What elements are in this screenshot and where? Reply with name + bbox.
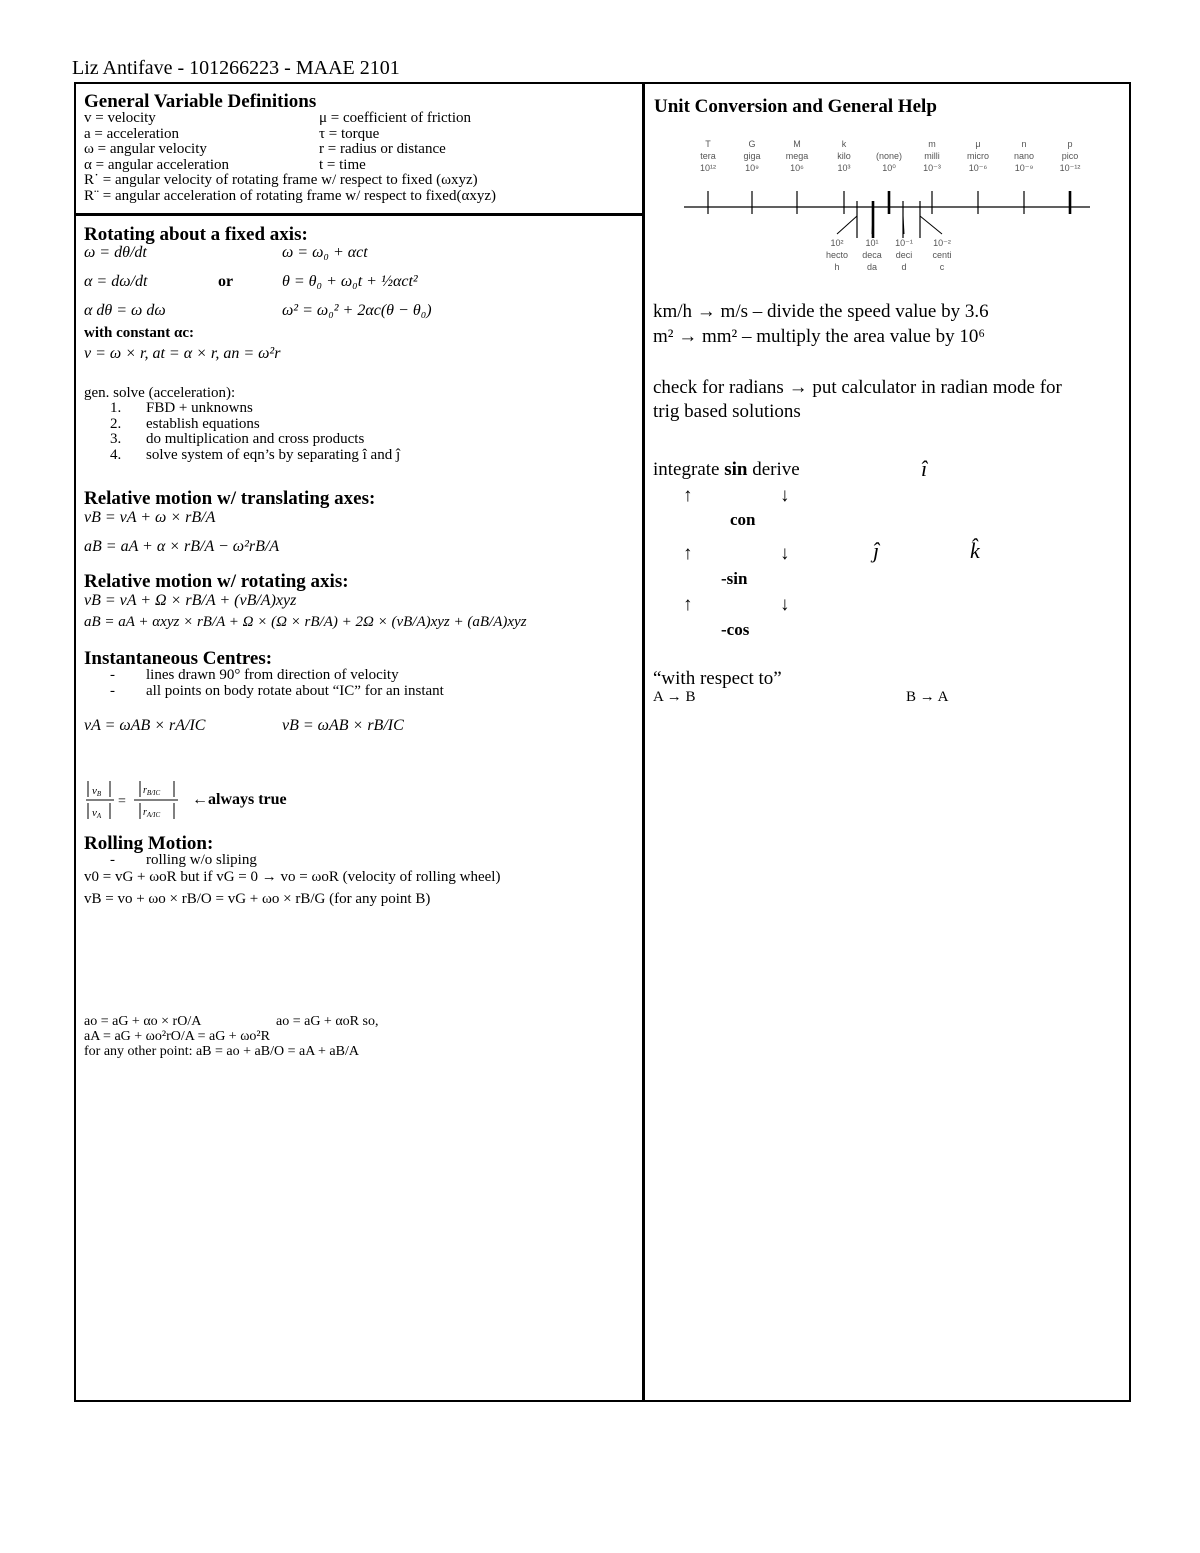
list-number: 2.	[110, 415, 122, 432]
list-item: - all points on body rotate about “IC” for an instant	[110, 682, 444, 699]
steps-list	[110, 401, 400, 463]
prefix-exponent: 10⁰	[882, 163, 896, 173]
eq-rolling-ao1: ao = aG + αo × rO/A	[84, 1014, 202, 1029]
arrow-up: ↑	[683, 594, 693, 615]
conversion-kmh: km/h → m/s – divide the speed value by 3.6	[653, 301, 989, 322]
prefix-name: deci	[895, 250, 913, 260]
definitions-divider	[74, 213, 644, 216]
list-item	[110, 432, 400, 448]
arrow-down: ↓	[780, 543, 790, 564]
def-item: ω = angular velocity	[84, 141, 207, 157]
list-text: rolling w/o sliping	[146, 852, 257, 868]
def-item: μ = coefficient of friction	[319, 110, 471, 126]
radians-line: check for radians → put calculator in radian mode for	[653, 377, 1062, 398]
eq-rolling-v0: v0 = vG + ωoR but if vG = 0 → vo = ωoR (velocity of rolling wheel)	[84, 869, 501, 885]
rolling-title: Rolling Motion:	[84, 833, 214, 854]
list-text: do multiplication and cross products	[146, 431, 365, 447]
unit-vector-i: î	[921, 456, 928, 481]
prefix-symbol: m	[928, 139, 936, 149]
sin-word: sin	[724, 459, 748, 480]
prefix-exponent: 10⁻³	[923, 163, 941, 173]
column-divider	[642, 82, 645, 1402]
rel-trans-title: Relative motion w/ translating axes:	[84, 488, 376, 509]
prefix-name: pico	[1061, 151, 1079, 161]
ic-bullets	[110, 668, 444, 699]
eq-ic-va: vA = ωAB × rA/IC	[84, 717, 206, 734]
prefix-exponent: 10³	[837, 163, 851, 173]
definitions-col1	[84, 111, 229, 173]
prefix-exponent: 10⁻²	[933, 238, 951, 248]
prefix-exponent: 10⁻⁹	[1014, 163, 1034, 173]
rel-rot-title: Relative motion w/ rotating axis:	[84, 571, 349, 592]
gen-solve-label: gen. solve (acceleration):	[84, 385, 236, 401]
eq-theta-const: θ = θ₀ + ω₀t + ½αct²	[282, 273, 418, 290]
eq-rolling-ao2: ao = aG + αoR so,	[276, 1014, 379, 1029]
list-text: lines drawn 90° from direction of velocity	[146, 667, 399, 683]
eq-rolling-vb: vB = vo + ωo × rB/O = vG + ωo × rB/G (for any point B)	[84, 891, 431, 907]
def-item: v = velocity	[84, 110, 156, 126]
eq-omega-def: ω = dθ/dt	[84, 244, 147, 261]
list-number: 3.	[110, 431, 122, 447]
prefix-symbol: c	[939, 262, 945, 272]
arrow-up: ↑	[683, 543, 693, 564]
rolling-bullets	[110, 853, 257, 869]
prefix-scale-diagram	[680, 138, 1100, 278]
list-item	[110, 448, 400, 464]
derive-word: derive	[752, 459, 800, 480]
list-text: all points on body rotate about “IC” for an instant	[146, 682, 444, 699]
radians-note	[653, 376, 1062, 424]
prefix-exponent: 10²	[830, 238, 844, 248]
eq-rolling-aa: aA = aG + ωo²rO/A = aG + ωo²R	[84, 1029, 270, 1044]
definitions-long	[84, 173, 496, 204]
prefix-name: deca	[862, 250, 882, 260]
svg-text:rB/IC: $r_{B/IC}$	[143, 785, 161, 797]
prefix-symbol: d	[901, 262, 907, 272]
eq-rolling-other: for any other point: aB = ao + aB/O = aA + aB/A	[84, 1044, 359, 1059]
page-header: Liz Antifave - 101266223 - MAAE 2101	[72, 57, 400, 79]
unit-vector-j: ĵ	[873, 538, 880, 563]
definitions-title: General Variable Definitions	[84, 91, 317, 112]
eq-vector-relations: v = ω × r, at = α × r, an = ω²r	[84, 345, 281, 362]
def-item: a = acceleration	[84, 125, 180, 142]
eq-rel-trans-v: vB = vA + ω × rB/A	[84, 509, 216, 526]
prefix-name: mega	[785, 151, 809, 161]
prefix-name: centi	[932, 250, 952, 260]
always-true-note: ←always true	[192, 791, 287, 808]
arrow-down: ↓	[780, 485, 790, 506]
or-label: or	[218, 273, 234, 290]
def-item: t = time	[319, 156, 366, 173]
prefix-symbol: μ	[975, 139, 981, 149]
cycle-con: con	[730, 510, 756, 529]
leader-line	[920, 216, 942, 234]
prefix-name: tera	[700, 151, 716, 161]
prefix-name: (none)	[875, 151, 903, 161]
svg-text:vA: vA	[92, 807, 102, 820]
with-respect-to: “with respect to”	[653, 668, 782, 689]
prefix-symbol: n	[1021, 139, 1027, 149]
unit-vector-k: k̂	[970, 538, 980, 563]
prefix-symbol: M	[793, 139, 801, 149]
radians-line: trig based solutions	[653, 401, 801, 422]
cycle-neg-cos: -cos	[721, 620, 750, 639]
eq-omega-const: ω = ω₀ + αct	[282, 244, 368, 261]
list-text: establish equations	[146, 415, 260, 432]
prefix-exponent: 10⁻¹	[895, 238, 913, 248]
leader-line	[837, 216, 857, 234]
prefix-name: giga	[743, 151, 761, 161]
list-item	[110, 401, 400, 417]
def-item: R˙ = angular velocity of rotating frame w/ respect to fixed (ωxyz)	[84, 172, 478, 188]
svg-text:=: =	[118, 794, 126, 809]
svg-text:vB: vB	[92, 785, 102, 798]
eq-alpha-dtheta: α dθ = ω dω	[84, 302, 166, 319]
list-number: 4.	[110, 446, 122, 463]
prefix-exponent: 10¹	[865, 238, 879, 248]
eq-ic-vb: vB = ωAB × rB/IC	[282, 717, 404, 734]
eq-rel-rot-v: vB = vA + Ω × rB/A + (vB/A)xyz	[84, 592, 297, 609]
arrow-up: ↑	[683, 485, 693, 506]
prefix-exponent: 10⁻¹²	[1059, 163, 1081, 173]
unit-help-title: Unit Conversion and General Help	[654, 96, 937, 117]
prefix-name: kilo	[837, 151, 851, 161]
ic-title: Instantaneous Centres:	[84, 648, 273, 669]
list-text: FBD + unknowns	[146, 400, 253, 416]
def-item: α = angular acceleration	[84, 156, 229, 173]
list-text: solve system of eqn’s by separating î and ĵ	[146, 446, 401, 463]
def-item: τ = torque	[319, 125, 380, 142]
with-constant-label: with constant αc:	[84, 325, 195, 341]
ic-ratio-equation	[84, 778, 194, 829]
prefix-exponent: 10⁶	[790, 163, 804, 173]
prefix-symbol: p	[1067, 139, 1073, 149]
prefix-name: milli	[924, 151, 940, 161]
eq-rel-trans-a: aB = aA + α × rB/A − ω²rB/A	[84, 538, 280, 555]
def-item: R¨ = angular acceleration of rotating frame w/ respect to fixed(αxyz)	[84, 187, 496, 204]
wrt-b-to-a: B → A	[906, 689, 949, 705]
prefix-symbol: h	[834, 262, 840, 272]
def-item: r = radius or distance	[319, 141, 446, 157]
list-number: 1.	[110, 400, 122, 416]
integrate-word: integrate	[653, 459, 720, 480]
integrate-label	[653, 459, 800, 481]
prefix-scale-svg	[680, 138, 1100, 278]
prefix-name: nano	[1013, 151, 1035, 161]
prefix-symbol: da	[866, 262, 878, 272]
prefix-exponent: 10⁻⁶	[968, 163, 988, 173]
list-item: - rolling w/o sliping	[110, 852, 257, 868]
eq-alpha-def: α = dω/dt	[84, 273, 148, 290]
eq-rel-rot-a: aB = aA + αxyz × rB/A + Ω × (Ω × rB/A) + 2Ω × (vB/A)xyz + (aB/A)xyz	[84, 614, 527, 630]
prefix-name: micro	[967, 151, 989, 161]
definitions-col2	[319, 111, 471, 173]
prefix-symbol: G	[748, 139, 756, 149]
list-item: - lines drawn 90° from direction of velocity	[110, 667, 399, 683]
prefix-exponent: 10⁹	[745, 163, 759, 173]
rotating-title: Rotating about a fixed axis:	[84, 224, 308, 245]
prefix-symbol: k	[841, 139, 847, 149]
cycle-neg-sin: -sin	[721, 569, 748, 588]
svg-text:rA/IC: $r_{A/IC}$	[143, 807, 161, 819]
prefix-exponent: 10¹²	[699, 163, 717, 173]
prefix-name: hecto	[825, 250, 849, 260]
prefix-symbol: T	[705, 139, 711, 149]
arrow-down: ↓	[780, 594, 790, 615]
wrt-a-to-b: A → B	[653, 689, 696, 705]
eq-omega-squared: ω² = ω₀² + 2αc(θ − θ₀)	[282, 302, 432, 319]
list-item	[110, 417, 400, 433]
conversion-area: m² → mm² – multiply the area value by 10⁶	[653, 326, 985, 347]
ratio-fraction-graphic	[84, 778, 194, 824]
